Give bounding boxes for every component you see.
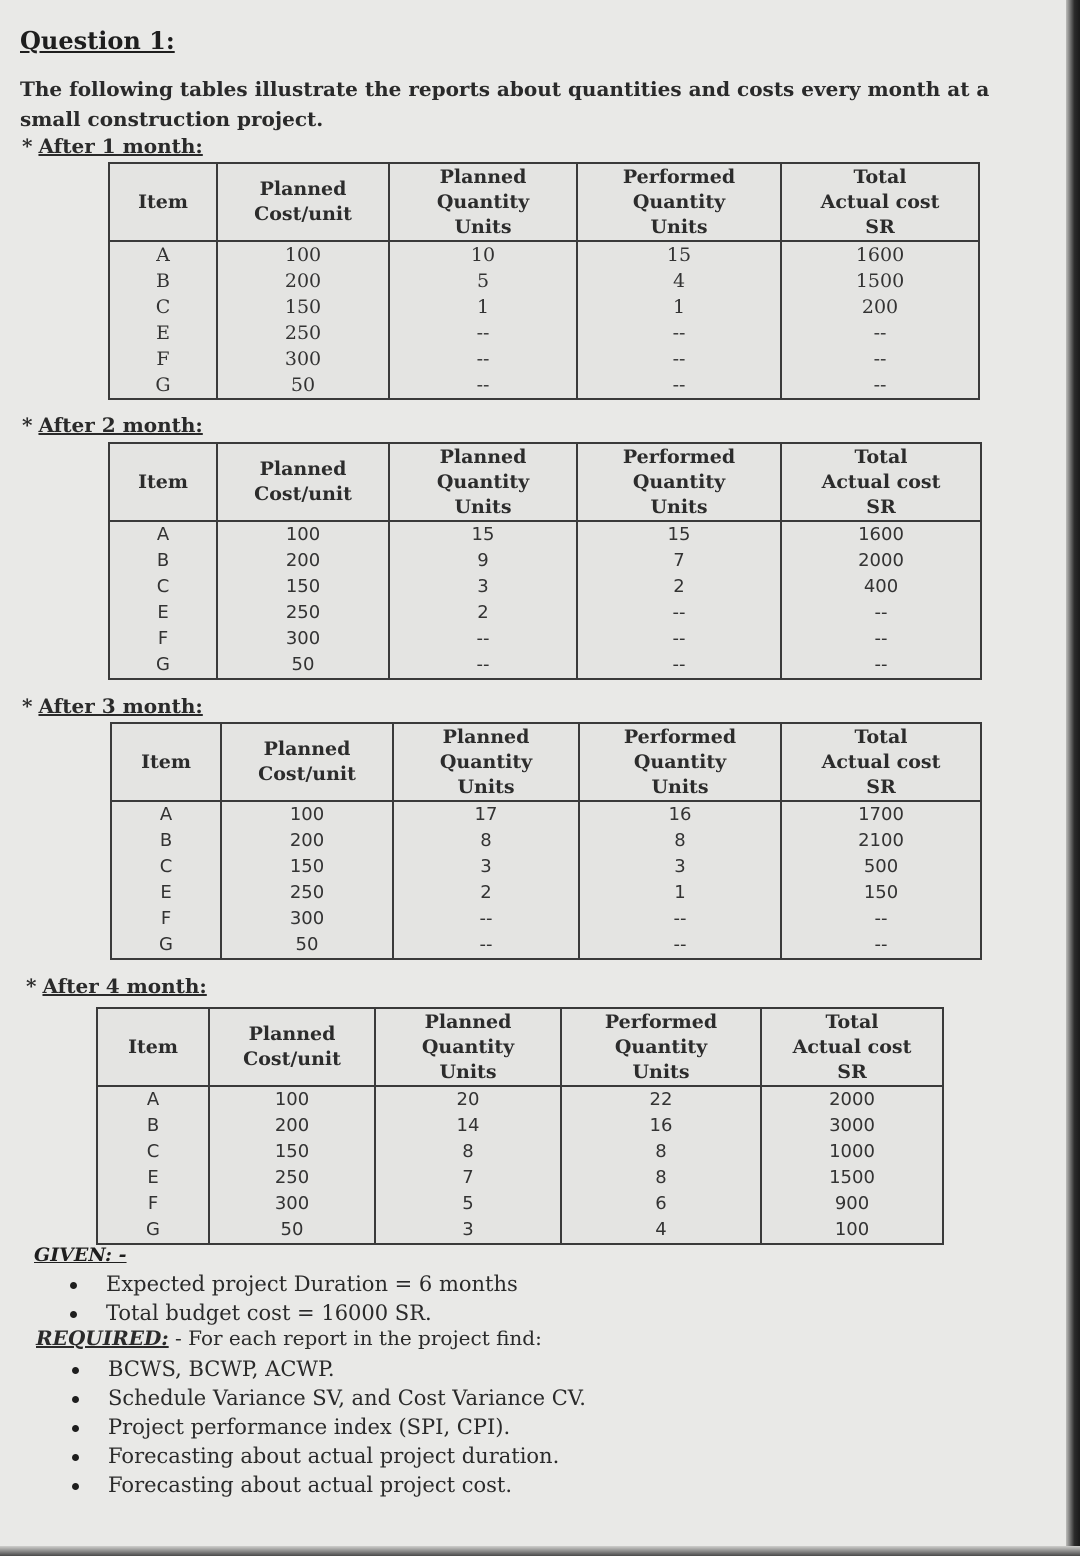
header-total-cost: Total Actual cost SR	[761, 1008, 943, 1086]
table-cell: --	[672, 628, 686, 649]
table-cell: 22	[649, 1089, 673, 1110]
required-item: Forecasting about actual project duration.	[66, 1442, 586, 1471]
given-label: GIVEN: -	[34, 1244, 127, 1266]
table-cell: 100	[289, 804, 325, 825]
header-performed-qty: Performed Quantity Units	[561, 1008, 761, 1086]
item-column	[109, 241, 217, 399]
section-label-4: * After 4 month:	[26, 974, 207, 998]
table-cell: 16	[668, 804, 692, 825]
required-list	[66, 1355, 586, 1500]
table-cell: 1600	[855, 244, 905, 266]
table-cell: 250	[284, 322, 322, 344]
table-cell: 150	[863, 882, 899, 903]
performed-qty-column	[579, 801, 781, 959]
table-cell: --	[672, 654, 686, 675]
table-cell: --	[873, 322, 887, 344]
table-cell: 8	[480, 830, 492, 851]
planned-qty-column	[389, 241, 577, 399]
table-cell: 300	[284, 348, 322, 370]
table-cell: 200	[274, 1115, 310, 1136]
table-cell: --	[874, 908, 888, 929]
table-cell: 9	[477, 550, 489, 571]
table-cell: --	[874, 654, 888, 675]
table-cell: E	[160, 882, 172, 903]
table-cell: 50	[290, 374, 316, 396]
table-cell: 1000	[829, 1141, 875, 1162]
table-cell: 1600	[858, 524, 904, 545]
section-label-2: * After 2 month:	[22, 413, 203, 437]
required-heading	[36, 1326, 542, 1350]
planned-qty-column	[389, 521, 577, 679]
table-cell: B	[159, 830, 173, 851]
table-cell: --	[476, 374, 490, 396]
table-cell: --	[673, 934, 687, 955]
total-cost-column	[761, 1086, 943, 1244]
table-cell: E	[156, 322, 170, 344]
table-body-row	[111, 801, 981, 959]
table-cell: 100	[834, 1219, 870, 1240]
planned-qty-column	[375, 1086, 561, 1244]
table-cell: 2	[477, 602, 489, 623]
header-performed-qty: Performed Quantity Units	[577, 443, 781, 521]
table-cell: 8	[674, 830, 686, 851]
table-cell: --	[874, 628, 888, 649]
table-header-row	[109, 163, 979, 241]
table-cell: 8	[462, 1141, 474, 1162]
table-cell: 200	[284, 270, 322, 292]
table-cell: 15	[666, 244, 692, 266]
table-cell: B	[156, 550, 170, 571]
table-cell: 10	[470, 244, 496, 266]
table-cell: C	[146, 1141, 160, 1162]
table-cell: 7	[673, 550, 685, 571]
table-cell: 5	[462, 1193, 474, 1214]
table-cell: G	[156, 654, 170, 675]
table-cell: 150	[274, 1141, 310, 1162]
required-text: - For each report in the project find:	[175, 1326, 542, 1350]
header-total-cost: Total Actual cost SR	[781, 443, 981, 521]
required-item: Schedule Variance SV, and Cost Variance CV.	[66, 1384, 586, 1413]
table-cell: C	[159, 856, 173, 877]
header-planned-cost: Planned Cost/unit	[209, 1008, 375, 1086]
table-header-row	[109, 443, 981, 521]
table-cell: B	[156, 270, 170, 292]
table-cell: --	[476, 322, 490, 344]
table-cell: G	[155, 374, 171, 396]
table-cell: 1	[674, 882, 686, 903]
table-cell: F	[160, 908, 172, 929]
table-cell: --	[476, 628, 490, 649]
table-cell: 7	[462, 1167, 474, 1188]
table-cell: --	[873, 374, 887, 396]
table-cell: 300	[289, 908, 325, 929]
header-planned-qty: Planned Quantity Units	[375, 1008, 561, 1086]
table-cell: 300	[285, 628, 321, 649]
table-cell: 8	[655, 1167, 667, 1188]
table-cell: 1500	[829, 1167, 875, 1188]
given-list	[64, 1270, 518, 1328]
total-cost-column	[781, 241, 979, 399]
table-cell: 3	[477, 576, 489, 597]
table-body-row	[109, 241, 979, 399]
table-cell: --	[874, 934, 888, 955]
table-cell: 1700	[858, 804, 904, 825]
table-cell: C	[155, 296, 171, 318]
table-cell: F	[157, 628, 169, 649]
header-planned-qty: Planned Quantity Units	[389, 163, 577, 241]
table-cell: --	[672, 322, 686, 344]
header-planned-qty: Planned Quantity Units	[389, 443, 577, 521]
report-table-month-3	[110, 722, 982, 960]
table-cell: 250	[274, 1167, 310, 1188]
question-intro: The following tables illustrate the reports about quantities and costs every month at a small construction project.	[20, 77, 990, 131]
question-title: Question 1:	[20, 26, 175, 55]
table-cell: 8	[655, 1141, 667, 1162]
photo-edge-bottom	[0, 1546, 1080, 1556]
table-cell: 2000	[829, 1089, 875, 1110]
report-table-month-2	[108, 442, 982, 680]
table-cell: 5	[476, 270, 490, 292]
table-cell: --	[476, 348, 490, 370]
required-item: Project performance index (SPI, CPI).	[66, 1413, 586, 1442]
planned-qty-column	[393, 801, 579, 959]
table-cell: 16	[649, 1115, 673, 1136]
header-performed-qty: Performed Quantity Units	[577, 163, 781, 241]
table-cell: C	[156, 576, 170, 597]
table-cell: --	[672, 602, 686, 623]
table-cell: 1500	[855, 270, 905, 292]
table-cell: 1	[476, 296, 490, 318]
table-cell: --	[873, 348, 887, 370]
header-item: Item	[109, 443, 217, 521]
header-performed-qty: Performed Quantity Units	[579, 723, 781, 801]
table-cell: A	[156, 244, 170, 266]
table-cell: --	[874, 602, 888, 623]
planned-cost-column	[217, 521, 389, 679]
table-cell: G	[146, 1219, 160, 1240]
header-planned-cost: Planned Cost/unit	[221, 723, 393, 801]
header-total-cost: Total Actual cost SR	[781, 723, 981, 801]
table-cell: A	[156, 524, 170, 545]
given-item: Total budget cost = 16000 SR.	[64, 1299, 518, 1328]
table-cell: 3	[462, 1219, 474, 1240]
table-cell: 3	[480, 856, 492, 877]
table-cell: A	[146, 1089, 160, 1110]
table-cell: 500	[863, 856, 899, 877]
performed-qty-column	[577, 521, 781, 679]
item-column	[97, 1086, 209, 1244]
required-label: REQUIRED:	[36, 1326, 169, 1350]
total-cost-column	[781, 521, 981, 679]
table-cell: 400	[863, 576, 899, 597]
table-cell: 150	[284, 296, 322, 318]
table-cell: 1	[672, 296, 686, 318]
table-cell: 2	[673, 576, 685, 597]
photo-edge-right	[1066, 0, 1080, 1556]
header-item: Item	[111, 723, 221, 801]
table-cell: 3	[674, 856, 686, 877]
header-total-cost: Total Actual cost SR	[781, 163, 979, 241]
section-label-3: * After 3 month:	[22, 694, 203, 718]
table-cell: G	[159, 934, 173, 955]
table-header-row	[111, 723, 981, 801]
header-planned-cost: Planned Cost/unit	[217, 163, 389, 241]
performed-qty-column	[577, 241, 781, 399]
table-cell: 50	[291, 654, 315, 675]
report-table-month-4	[96, 1007, 944, 1245]
table-cell: 250	[289, 882, 325, 903]
header-planned-cost: Planned Cost/unit	[217, 443, 389, 521]
table-cell: 100	[274, 1089, 310, 1110]
table-cell: 300	[274, 1193, 310, 1214]
table-cell: --	[479, 934, 493, 955]
table-cell: E	[157, 602, 169, 623]
total-cost-column	[781, 801, 981, 959]
table-cell: 900	[834, 1193, 870, 1214]
item-column	[109, 521, 217, 679]
table-cell: 17	[474, 804, 498, 825]
table-cell: 15	[667, 524, 691, 545]
table-cell: F	[156, 348, 170, 370]
header-planned-qty: Planned Quantity Units	[393, 723, 579, 801]
table-cell: 200	[861, 296, 899, 318]
table-header-row	[97, 1008, 943, 1086]
header-item: Item	[109, 163, 217, 241]
table-cell: --	[672, 348, 686, 370]
table-cell: 200	[285, 550, 321, 571]
table-cell: 4	[672, 270, 686, 292]
table-cell: 20	[456, 1089, 480, 1110]
table-cell: 100	[285, 524, 321, 545]
table-cell: B	[146, 1115, 160, 1136]
table-cell: 2100	[858, 830, 904, 851]
required-item: Forecasting about actual project cost.	[66, 1471, 586, 1500]
table-cell: 2	[480, 882, 492, 903]
planned-cost-column	[217, 241, 389, 399]
table-cell: --	[672, 374, 686, 396]
header-item: Item	[97, 1008, 209, 1086]
item-column	[111, 801, 221, 959]
section-label-1: * After 1 month:	[22, 134, 203, 158]
table-cell: A	[159, 804, 173, 825]
table-cell: --	[476, 654, 490, 675]
required-item: BCWS, BCWP, ACWP.	[66, 1355, 586, 1384]
table-cell: 2000	[858, 550, 904, 571]
performed-qty-column	[561, 1086, 761, 1244]
table-cell: F	[147, 1193, 159, 1214]
table-cell: 50	[295, 934, 319, 955]
given-item: Expected project Duration = 6 months	[64, 1270, 518, 1299]
table-cell: 6	[655, 1193, 667, 1214]
planned-cost-column	[209, 1086, 375, 1244]
table-cell: --	[673, 908, 687, 929]
table-cell: E	[147, 1167, 159, 1188]
table-cell: 15	[471, 524, 495, 545]
table-cell: 150	[285, 576, 321, 597]
table-cell: 100	[284, 244, 322, 266]
table-cell: 4	[655, 1219, 667, 1240]
table-cell: 250	[285, 602, 321, 623]
table-body-row	[97, 1086, 943, 1244]
table-cell: --	[479, 908, 493, 929]
report-table-month-1	[108, 162, 980, 400]
table-cell: 3000	[829, 1115, 875, 1136]
table-cell: 50	[280, 1219, 304, 1240]
table-body-row	[109, 521, 981, 679]
planned-cost-column	[221, 801, 393, 959]
table-cell: 200	[289, 830, 325, 851]
table-cell: 150	[289, 856, 325, 877]
table-cell: 14	[456, 1115, 480, 1136]
